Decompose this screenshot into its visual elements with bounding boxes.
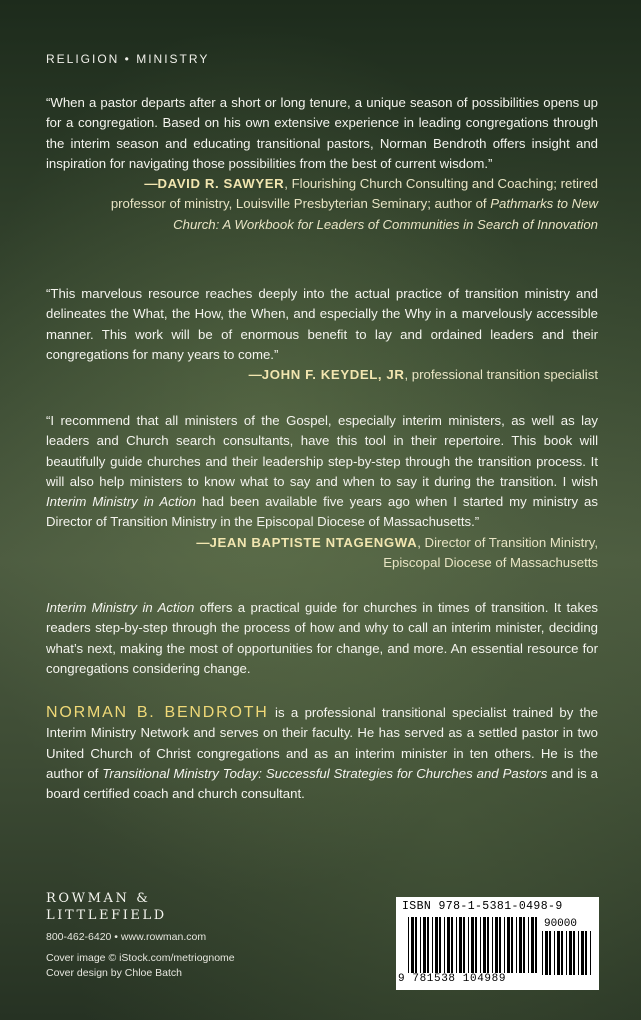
endorsement-1-attribution	[46, 174, 598, 235]
author-bio-text-a: is a professional transitional specialist trained by the Interim Ministry Network and serves on their faculty. He has served as a settled pastor in two United Church of Christ congregations and as an interim minister in ten others. He is the author of	[46, 705, 598, 781]
publisher-logo-line1: ROWMAN &	[46, 891, 151, 906]
barcode-bar	[566, 931, 567, 975]
barcode-bar	[439, 917, 441, 973]
barcode-bar	[487, 917, 489, 973]
endorsement-2-attribution	[46, 365, 598, 385]
barcode-bar	[504, 917, 505, 973]
endorser-affiliation: , Flourishing Church Consulting and Coaching; retired professor of ministry, Louisville Presbyterian Seminary; author of	[110, 176, 598, 212]
endorsement-1-text: “When a pastor departs after a short or long tenure, a unique season of possibilities opens up for a congregation. Based on his own extensive experience in leading congregations through the interim season and educating transitional pastors, Norman Bendroth offers insight and inspiration for navigating those possibilities from the best of current wisdom.”	[46, 95, 598, 171]
publisher-logo-line2: LITTLEFIELD	[46, 908, 167, 923]
endorsement-3-text-b: had been available five years ago when I started my ministry as Director of Transition Ministry in the Episcopal Diocese of Massachusetts.”	[46, 494, 598, 530]
dash: —	[196, 534, 210, 550]
endorser-name: JOHN F. KEYDEL, JR	[261, 367, 405, 383]
barcode-bar	[542, 931, 543, 975]
barcode-bar	[408, 917, 409, 973]
barcode-bar	[415, 917, 417, 973]
barcode-bar	[480, 917, 481, 973]
barcode-bar	[528, 917, 529, 973]
barcode-bar	[483, 917, 486, 973]
barcode-bar	[423, 917, 426, 973]
barcode-bar	[578, 931, 579, 975]
author-book-title: Transitional Ministry Today: Successful Strategies for Churches and Pastors	[102, 765, 548, 781]
book-title: Interim Ministry in Action	[46, 494, 196, 510]
author-bio-text-b: and is a board certified coach and church consultant.	[46, 765, 599, 802]
endorser-affiliation-line2: Episcopal Diocese of Massachusetts	[383, 555, 598, 571]
barcode-bar	[535, 917, 537, 973]
barcode-bar	[590, 931, 591, 975]
cover-design-credit: Cover design by Chloe Batch	[46, 967, 182, 979]
barcode-bar	[447, 917, 450, 973]
cover-image-credit: Cover image © iStock.com/metriognome	[46, 952, 235, 964]
endorser-name: JEAN BAPTISTE NTAGENGWA	[209, 534, 418, 550]
barcode-bar	[523, 917, 525, 973]
endorsement-2-text: “This marvelous resource reaches deeply into the actual practice of transition ministry and delineates the What, the How, the When, and especially the Why in a marvelously accessible manner. This work will be of enormous benefit to lay and ordained leaders and their congregations for many years to come.”	[46, 286, 598, 362]
barcode-bar	[411, 917, 414, 973]
barcode-bar	[420, 917, 421, 973]
barcode-bar	[554, 931, 555, 975]
barcode-bar	[499, 917, 501, 973]
endorser-book-title: Pathmarks to New Church: A Workbook for Leaders of Communities in Search of Innovation	[173, 196, 598, 232]
endorser-affiliation: , professional transition specialist	[404, 367, 598, 383]
isbn-barcode	[396, 897, 599, 990]
barcode-bar	[561, 931, 563, 975]
barcode-bar	[427, 917, 429, 973]
book-title: Interim Ministry in Action	[46, 600, 195, 615]
endorser-name: DAVID R. SAWYER	[157, 176, 285, 192]
barcode-bar	[581, 931, 584, 975]
endorsement-2	[46, 284, 598, 385]
barcode-bar	[463, 917, 465, 973]
category-label: RELIGION • MINISTRY	[46, 52, 210, 66]
barcode-bar	[432, 917, 433, 973]
isbn-text: ISBN 978-1-5381-0498-9	[402, 900, 563, 913]
barcode-bar	[557, 931, 560, 975]
barcode-bar	[585, 931, 587, 975]
barcode-bar	[468, 917, 469, 973]
barcode-bar	[495, 917, 498, 973]
barcode-bar	[531, 917, 534, 973]
dash: —	[144, 176, 158, 192]
barcode-bar	[569, 931, 572, 975]
endorsement-3-text	[46, 411, 598, 533]
author-name: NORMAN B. BENDROTH	[46, 704, 269, 721]
barcode-bar	[516, 917, 517, 973]
barcode-bar	[545, 931, 548, 975]
publisher-contact: 800-462-6420 • www.rowman.com	[46, 931, 207, 943]
barcode-bar	[456, 917, 457, 973]
barcode-bar	[435, 917, 438, 973]
dash: —	[248, 367, 262, 383]
barcode-bar	[507, 917, 510, 973]
barcode-bar	[475, 917, 477, 973]
description-text: offers a practical guide for churches in times of transition. It takes readers step-by-step through the process of how and why to call an interim minister, deciding what’s next, making the most of opportunities for change, and more. An essential resource for congregations considering change.	[46, 600, 598, 676]
barcode-digits: 9 781538 104989	[398, 973, 507, 985]
barcode-bar	[549, 931, 551, 975]
publisher-logo	[46, 890, 235, 924]
barcode-bar	[573, 931, 575, 975]
barcode-bar	[444, 917, 445, 973]
endorsement-3	[46, 411, 598, 573]
endorser-affiliation-line1: , Director of Transition Ministry,	[417, 534, 598, 550]
price-code: 90000	[543, 918, 577, 930]
barcode-bar	[511, 917, 513, 973]
barcode-bar	[519, 917, 522, 973]
barcode-bar	[492, 917, 493, 973]
barcode-bar	[459, 917, 462, 973]
endorsement-3-text-a: “I recommend that all ministers of the Gospel, especially interim ministers, as well as lay leaders and Church search consultants, have this tool in their repertoire. This book will beautifully guide churches and their leadership step-by-step through the transition process. It will also help ministers to know what to say and when to say it during the transition. I wish	[46, 413, 598, 489]
book-description	[46, 598, 598, 679]
endorsement-3-attribution	[46, 533, 598, 574]
author-bio	[46, 703, 598, 804]
barcode-bar	[451, 917, 453, 973]
barcode-bar	[471, 917, 474, 973]
publisher-block	[46, 890, 235, 981]
endorsement-1	[46, 93, 598, 235]
